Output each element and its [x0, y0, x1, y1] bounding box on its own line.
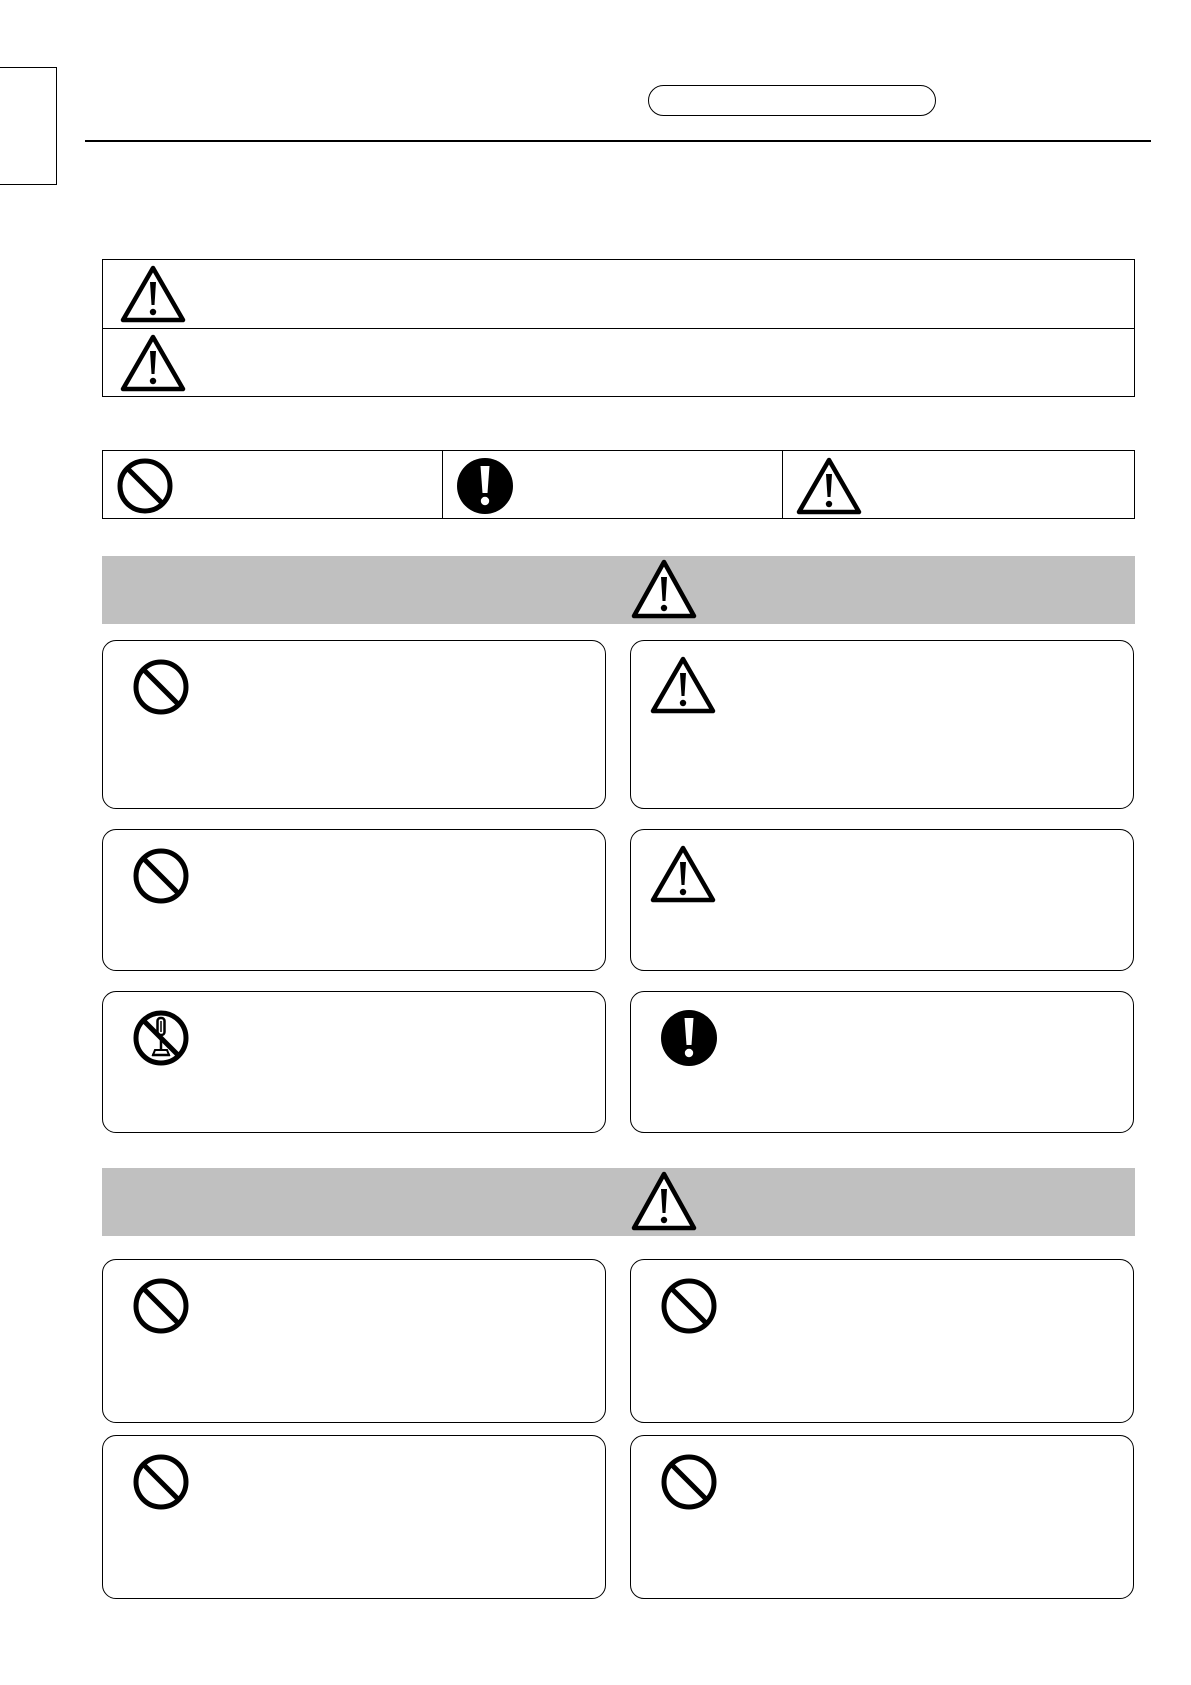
signal-word-definitions-table [102, 259, 1135, 397]
mandatory-action-icon [659, 1008, 719, 1068]
section-banner [102, 556, 1135, 624]
legend-cell-prohibited [103, 451, 443, 518]
safety-card [630, 829, 1134, 971]
prohibition-icon [131, 1452, 191, 1512]
header-rule [85, 140, 1151, 142]
safety-card [630, 1435, 1134, 1599]
prohibition-icon [131, 657, 191, 717]
side-tab [0, 67, 57, 185]
symbol-legend-table [102, 450, 1135, 519]
section-banner [102, 1168, 1135, 1236]
warning-triangle-icon [649, 844, 717, 904]
safety-card [102, 640, 606, 809]
safety-card [630, 991, 1134, 1133]
warning-triangle-icon [119, 264, 187, 324]
no-disassembly-icon [131, 1008, 191, 1068]
safety-card [102, 991, 606, 1133]
safety-card [102, 1259, 606, 1423]
prohibition-icon [659, 1276, 719, 1336]
safety-card [630, 1259, 1134, 1423]
prohibition-icon [131, 1276, 191, 1336]
title-pill [648, 85, 936, 116]
prohibition-icon [115, 456, 175, 516]
definition-row [103, 328, 1134, 397]
warning-triangle-icon [649, 655, 717, 715]
safety-card [102, 829, 606, 971]
legend-cell-caution [783, 451, 1136, 518]
definition-row [103, 260, 1134, 328]
warning-triangle-icon [630, 558, 698, 620]
warning-triangle-icon [630, 1170, 698, 1232]
prohibition-icon [659, 1452, 719, 1512]
safety-card [102, 1435, 606, 1599]
warning-triangle-icon [119, 333, 187, 393]
safety-card [630, 640, 1134, 809]
mandatory-action-icon [455, 456, 515, 516]
legend-cell-mandatory [443, 451, 783, 518]
warning-triangle-icon [795, 456, 863, 516]
prohibition-icon [131, 846, 191, 906]
